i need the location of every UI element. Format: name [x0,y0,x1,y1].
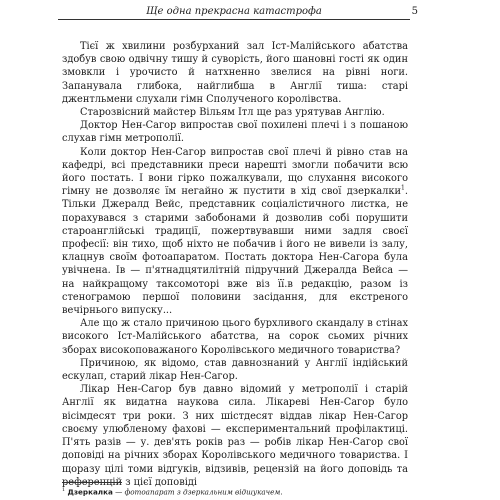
body-text [62,40,408,489]
footnote-marker[interactable]: 1 [401,184,405,192]
paragraph: Але що ж стало причиною цього бурхливого скандалу в стінах високого Іст-Малійського абатства, на сорок сьомих річних зборах високоповажаного Королівського медичного товариства? [62,318,408,356]
paragraph: Тієї ж хвилини розбурханий зал Іст-Малійського абатства здобув свою одвічну тишу й суворість, його шановні гості як один змовкли і урочисто й натхненно звелися на рівні ноги. Запанувала глибока, найглибша в Англії тиша: старі джентльмени слухали гімн Сполученого королівства. [62,41,408,105]
paragraph: Старозвісний майстер Вільям Ітл ще раз урятував Англію. [80,107,385,119]
footnote-definition: — фотоапарат з дзеркальним відшукачем. [112,487,283,497]
paragraph-text: Тільки Джералд Вейс, представник соціалістичного листка, не порахувався з старими забобонами й дозволив собі порушити староанглійські традиції, пожертвувавши ними задля своєї професії: він тихо, щоб ніхто не побачив і його не вивели із залу, клацнув своїм фотоапаратом. Постать доктора Нен-Сагора була увічнена. Ів — п'ятнадцятилітній підручний Джералда Вейса — на найкращому таксомоторі вже віз її.в редакцію, разом із стенограмою першої половини засідання, для екстреного вечірнього випуску... [62,199,408,317]
footnote-number: 1 [62,487,66,493]
footnote-term: Дзеркалка [67,487,113,497]
footnote [62,486,408,496]
paragraph: Причиною, як відомо, став давнознаний у Англії індійський ескулап, старий лікар Нен-Сагор. [62,357,408,383]
page-number: 5 [411,6,418,17]
paragraph: Лікар Нен-Сагор був давно відомий у метрополії і старій Англії як видатна наукова сила. Лікареві Нен-Сагор було вісімдесят три роки. З них шістдесят віддав лікар Нен-Сагор своєму улюбленому фахові — експериментальний профілактиці. П'ять разів — у. дев'ять років раз — робів лікар Нен-Сагор свої доповіді на річних зборах Королівського медичного товариства. І щоразу цілі томи відгуків, відзивів, рецензій на його доповідь та референцій з цієї доповіді [62,384,408,488]
header-rule [58,19,410,20]
running-title: Ще одна прекрасна катастрофа [146,6,322,17]
footnote-rule [62,482,122,483]
paragraph: Коли доктор Нен-Сагор випростав свої плечі й рівно став на кафедрі, всі представники преси нарешті змогли побачити всю його постать. І вони гірко пожалкували, що слухання високого гімну не дозволяє їм негайно ж пустити в хід свої дзеркалки$^1$. Тільки Джералд Вейс, представник соціалістичного листка, не порахувався з старими забобонами й дозволив собі порушити староанглійські традиції, пожертвувавши ними задля своєї професії: він тихо, щоб ніхто не побачив і його не вивели із залу, клацнув своїм фотоапаратом. Постать доктора Нен-Сагора була увічнена. Ів — п'ятнадцятилітній підручний Джералда Вейса — на найкращому таксомоторі вже віз її.в редакцію, разом із стенограмою першої половини засідання, для екстреного вечірнього випуску... [62,146,408,317]
paragraph: Доктор Нен-Сагор випростав свої похилені плечі і з пошаною слухав гімн метрополії. [62,120,408,145]
paragraph-text: Коли доктор Нен-Сагор випростав свої плечі й рівно став на кафедрі, всі представники преси нарешті змогли побачити всю його постать. І вони гірко пожалкували, що слухання високого гімну не дозволяє їм негайно ж пустити в хід свої дзеркалки [62,146,408,198]
